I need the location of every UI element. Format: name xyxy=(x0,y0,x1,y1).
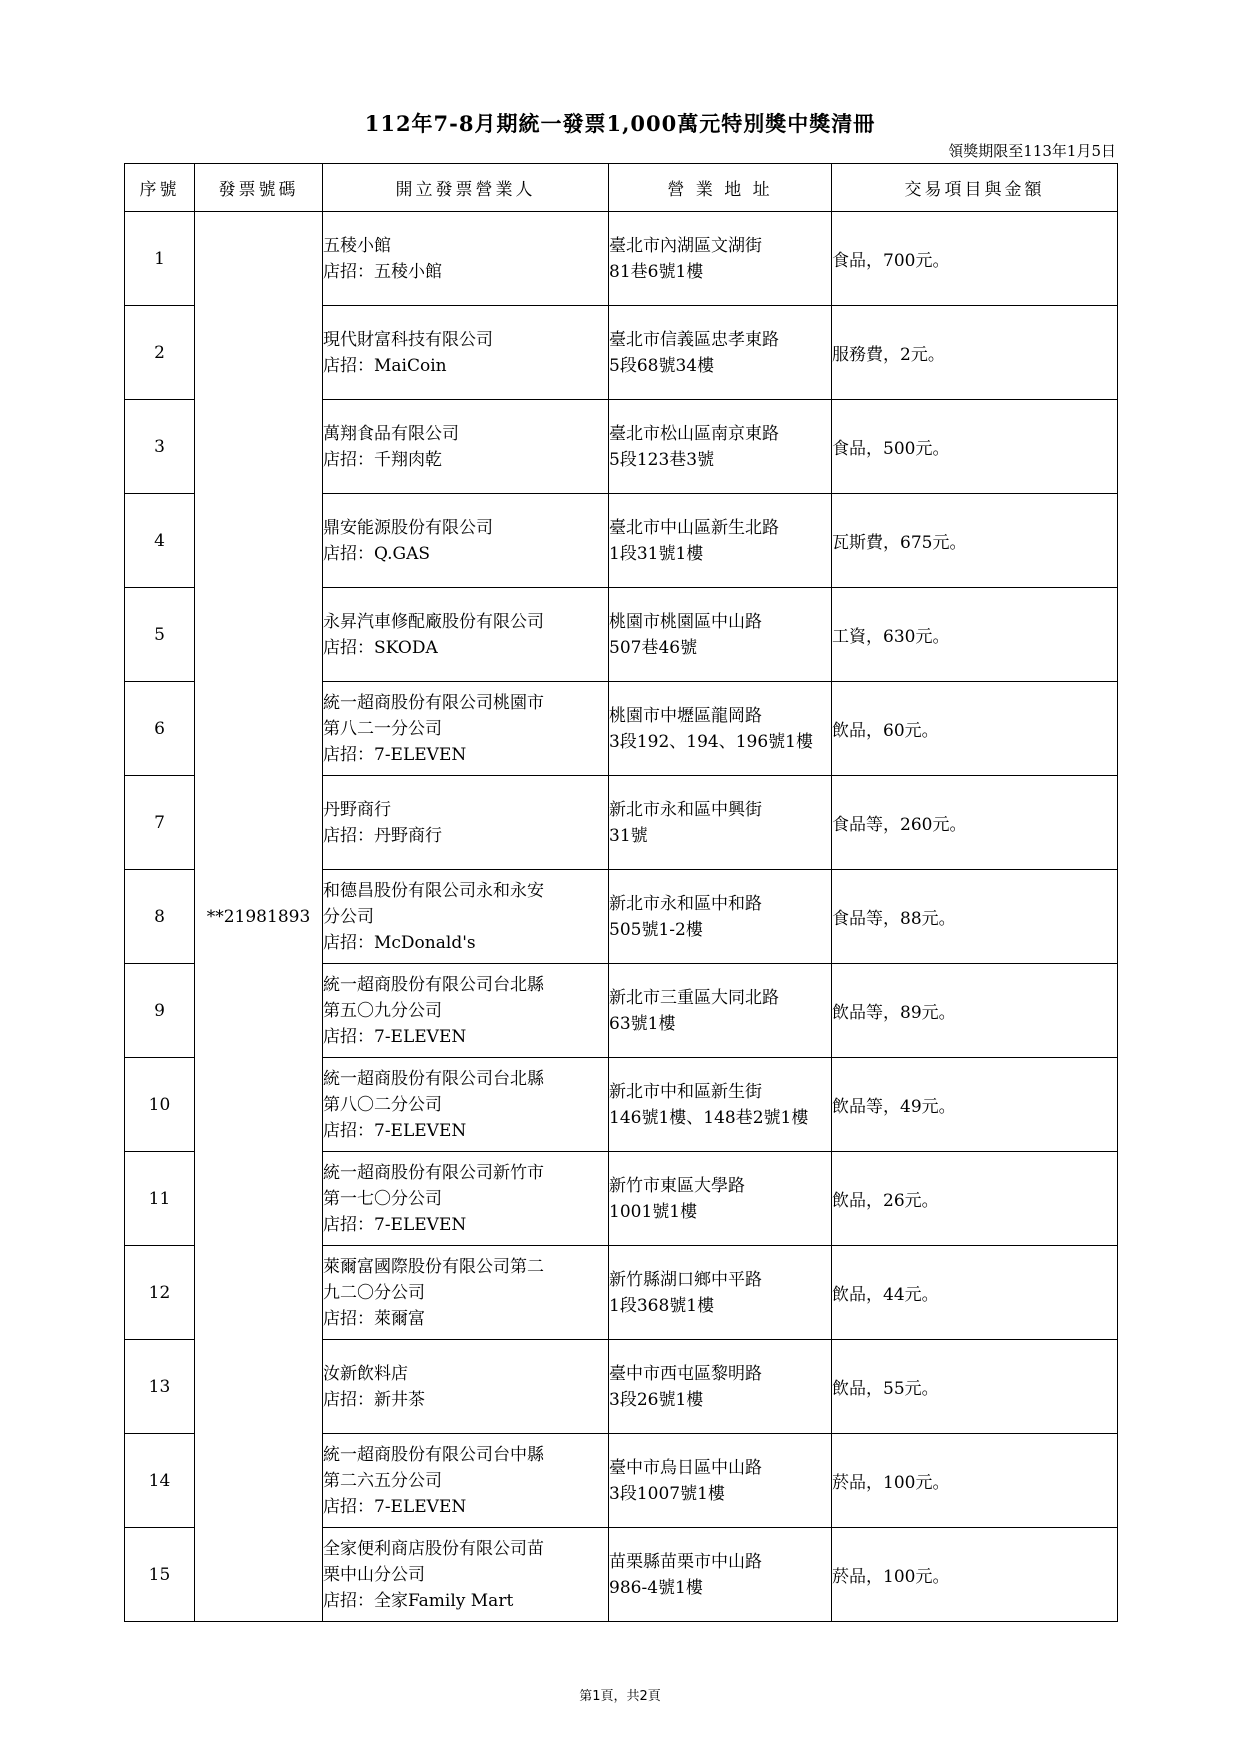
merchant-line: 統一超商股份有限公司台中縣 xyxy=(323,1444,544,1465)
row-seq: 2 xyxy=(125,306,195,400)
row-merchant xyxy=(323,1152,609,1246)
address-line: 臺北市松山區南京東路 xyxy=(609,423,779,444)
merchant-line: 統一超商股份有限公司新竹市 xyxy=(323,1162,544,1183)
row-seq: 14 xyxy=(125,1434,195,1528)
address-line: 臺中市西屯區黎明路 xyxy=(609,1363,762,1384)
merchant-line: 店招：Q.GAS xyxy=(323,543,430,564)
row-address xyxy=(609,1246,832,1340)
merchant-line: 九二〇分公司 xyxy=(323,1282,425,1303)
row-item-amount: 飲品等，49元。 xyxy=(832,1058,1118,1152)
address-line: 146號1樓、148巷2號1樓 xyxy=(609,1107,809,1128)
row-item-amount: 食品等，88元。 xyxy=(832,870,1118,964)
row-item-amount: 服務費，2元。 xyxy=(832,306,1118,400)
address-line: 31號 xyxy=(609,825,648,846)
address-line: 新竹縣湖口鄉中平路 xyxy=(609,1269,762,1290)
merchant-line: 店招：7-ELEVEN xyxy=(323,1120,467,1141)
row-address xyxy=(609,964,832,1058)
merchant-line: 第八〇二分公司 xyxy=(323,1094,442,1115)
merchant-line: 永昇汽車修配廠股份有限公司 xyxy=(323,611,544,632)
merchant-line: 第二六五分公司 xyxy=(323,1470,442,1491)
row-seq: 1 xyxy=(125,212,195,306)
merchant-line: 店招：7-ELEVEN xyxy=(323,1026,467,1047)
address-line: 新北市永和區中興街 xyxy=(609,799,762,820)
row-seq: 10 xyxy=(125,1058,195,1152)
merchant-line: 栗中山分公司 xyxy=(323,1564,425,1585)
merchant-line: 店招：7-ELEVEN xyxy=(323,744,467,765)
row-item-amount: 食品，500元。 xyxy=(832,400,1118,494)
address-line: 桃園市中壢區龍岡路 xyxy=(609,705,762,726)
address-line: 505號1-2樓 xyxy=(609,919,703,940)
row-merchant xyxy=(323,400,609,494)
row-merchant xyxy=(323,1528,609,1622)
merchant-line: 店招：MaiCoin xyxy=(323,355,447,376)
row-seq: 3 xyxy=(125,400,195,494)
row-address xyxy=(609,870,832,964)
address-line: 新竹市東區大學路 xyxy=(609,1175,745,1196)
merchant-line: 分公司 xyxy=(323,906,374,927)
address-line: 臺北市內湖區文湖街 xyxy=(609,235,762,256)
merchant-line: 萊爾富國際股份有限公司第二 xyxy=(323,1256,544,1277)
address-line: 1段31號1樓 xyxy=(609,543,704,564)
row-merchant xyxy=(323,776,609,870)
merchant-line: 第一七〇分公司 xyxy=(323,1188,442,1209)
address-line: 3段1007號1樓 xyxy=(609,1483,725,1504)
row-address xyxy=(609,1058,832,1152)
address-line: 507巷46號 xyxy=(609,637,698,658)
document-title: 112年7-8月期統一發票1,000萬元特別獎中獎清冊 xyxy=(364,111,876,136)
table-header xyxy=(125,164,1118,212)
row-item-amount: 飲品，60元。 xyxy=(832,682,1118,776)
merchant-line: 丹野商行 xyxy=(323,799,391,820)
table-row xyxy=(125,212,1118,306)
merchant-line: 汝新飲料店 xyxy=(323,1363,408,1384)
row-merchant xyxy=(323,1340,609,1434)
row-item-amount: 飲品等，89元。 xyxy=(832,964,1118,1058)
address-line: 3段26號1樓 xyxy=(609,1389,704,1410)
row-address xyxy=(609,1434,832,1528)
row-seq: 13 xyxy=(125,1340,195,1434)
merchant-line: 統一超商股份有限公司台北縣 xyxy=(323,974,544,995)
header-invoice-number: 發票號碼 xyxy=(195,164,323,212)
merchant-line: 統一超商股份有限公司台北縣 xyxy=(323,1068,544,1089)
header-address: 營 業 地 址 xyxy=(609,164,832,212)
merchant-line: 第八二一分公司 xyxy=(323,718,442,739)
address-line: 苗栗縣苗栗市中山路 xyxy=(609,1551,762,1572)
table-body xyxy=(125,212,1118,1622)
row-merchant xyxy=(323,588,609,682)
merchant-line: 店招：萊爾富 xyxy=(323,1308,425,1329)
row-item-amount: 食品，700元。 xyxy=(832,212,1118,306)
row-seq: 11 xyxy=(125,1152,195,1246)
row-address xyxy=(609,588,832,682)
merchant-line: 店招：丹野商行 xyxy=(323,825,442,846)
row-merchant xyxy=(323,964,609,1058)
row-seq: 5 xyxy=(125,588,195,682)
row-seq: 7 xyxy=(125,776,195,870)
row-item-amount: 食品等，260元。 xyxy=(832,776,1118,870)
address-line: 新北市中和區新生街 xyxy=(609,1081,762,1102)
winners-table xyxy=(124,163,1118,1622)
merchant-line: 店招：新井茶 xyxy=(323,1389,425,1410)
address-line: 63號1樓 xyxy=(609,1013,676,1034)
row-seq: 9 xyxy=(125,964,195,1058)
row-merchant xyxy=(323,212,609,306)
merchant-line: 全家便利商店股份有限公司苗 xyxy=(323,1538,544,1559)
row-item-amount: 飲品，55元。 xyxy=(832,1340,1118,1434)
row-address xyxy=(609,400,832,494)
merchant-line: 五稜小館 xyxy=(323,235,391,256)
address-line: 3段192、194、196號1樓 xyxy=(609,731,813,752)
address-line: 986-4號1樓 xyxy=(609,1577,703,1598)
address-line: 1001號1樓 xyxy=(609,1201,698,1222)
row-seq: 8 xyxy=(125,870,195,964)
row-seq: 4 xyxy=(125,494,195,588)
row-merchant xyxy=(323,306,609,400)
merchant-line: 店招：千翔肉乾 xyxy=(323,449,442,470)
row-seq: 15 xyxy=(125,1528,195,1622)
merchant-line: 店招：五稜小館 xyxy=(323,261,442,282)
row-item-amount: 飲品，26元。 xyxy=(832,1152,1118,1246)
address-line: 新北市永和區中和路 xyxy=(609,893,762,914)
row-address xyxy=(609,212,832,306)
row-item-amount: 工資，630元。 xyxy=(832,588,1118,682)
address-line: 桃園市桃園區中山路 xyxy=(609,611,762,632)
row-merchant xyxy=(323,1434,609,1528)
merchant-line: 和德昌股份有限公司永和永安 xyxy=(323,880,544,901)
merchant-line: 鼎安能源股份有限公司 xyxy=(323,517,493,538)
row-merchant xyxy=(323,682,609,776)
merchant-line: 店招：McDonald's xyxy=(323,932,476,953)
row-merchant xyxy=(323,1058,609,1152)
row-address xyxy=(609,1152,832,1246)
row-address xyxy=(609,682,832,776)
merchant-line: 店招：SKODA xyxy=(323,637,438,658)
address-line: 1段368號1樓 xyxy=(609,1295,715,1316)
row-merchant xyxy=(323,870,609,964)
address-line: 臺北市信義區忠孝東路 xyxy=(609,329,779,350)
address-line: 臺北市中山區新生北路 xyxy=(609,517,779,538)
row-address xyxy=(609,494,832,588)
merchant-line: 現代財富科技有限公司 xyxy=(323,329,493,350)
merchant-line: 第五〇九分公司 xyxy=(323,1000,442,1021)
row-address xyxy=(609,306,832,400)
address-line: 5段123巷3號 xyxy=(609,449,715,470)
address-line: 臺中市烏日區中山路 xyxy=(609,1457,762,1478)
merchant-line: 萬翔食品有限公司 xyxy=(323,423,459,444)
row-item-amount: 菸品，100元。 xyxy=(832,1528,1118,1622)
row-item-amount: 菸品，100元。 xyxy=(832,1434,1118,1528)
merchant-line: 統一超商股份有限公司桃園市 xyxy=(323,692,544,713)
header-merchant: 開立發票營業人 xyxy=(323,164,609,212)
row-seq: 12 xyxy=(125,1246,195,1340)
page-number: 第1頁，共2頁 xyxy=(579,1689,661,1704)
merchant-line: 店招：7-ELEVEN xyxy=(323,1496,467,1517)
header-item-amount: 交易項目與金額 xyxy=(832,164,1118,212)
invoice-number: **21981893 xyxy=(195,212,323,1622)
address-line: 81巷6號1樓 xyxy=(609,261,704,282)
row-item-amount: 飲品，44元。 xyxy=(832,1246,1118,1340)
row-merchant xyxy=(323,1246,609,1340)
row-seq: 6 xyxy=(125,682,195,776)
merchant-line: 店招：全家Family Mart xyxy=(323,1590,514,1611)
row-address xyxy=(609,1340,832,1434)
row-merchant xyxy=(323,494,609,588)
row-address xyxy=(609,1528,832,1622)
claim-deadline: 領獎期限至113年1月5日 xyxy=(948,142,1116,160)
address-line: 新北市三重區大同北路 xyxy=(609,987,779,1008)
address-line: 5段68號34樓 xyxy=(609,355,715,376)
merchant-line: 店招：7-ELEVEN xyxy=(323,1214,467,1235)
header-seq: 序號 xyxy=(125,164,195,212)
row-item-amount: 瓦斯費，675元。 xyxy=(832,494,1118,588)
row-address xyxy=(609,776,832,870)
